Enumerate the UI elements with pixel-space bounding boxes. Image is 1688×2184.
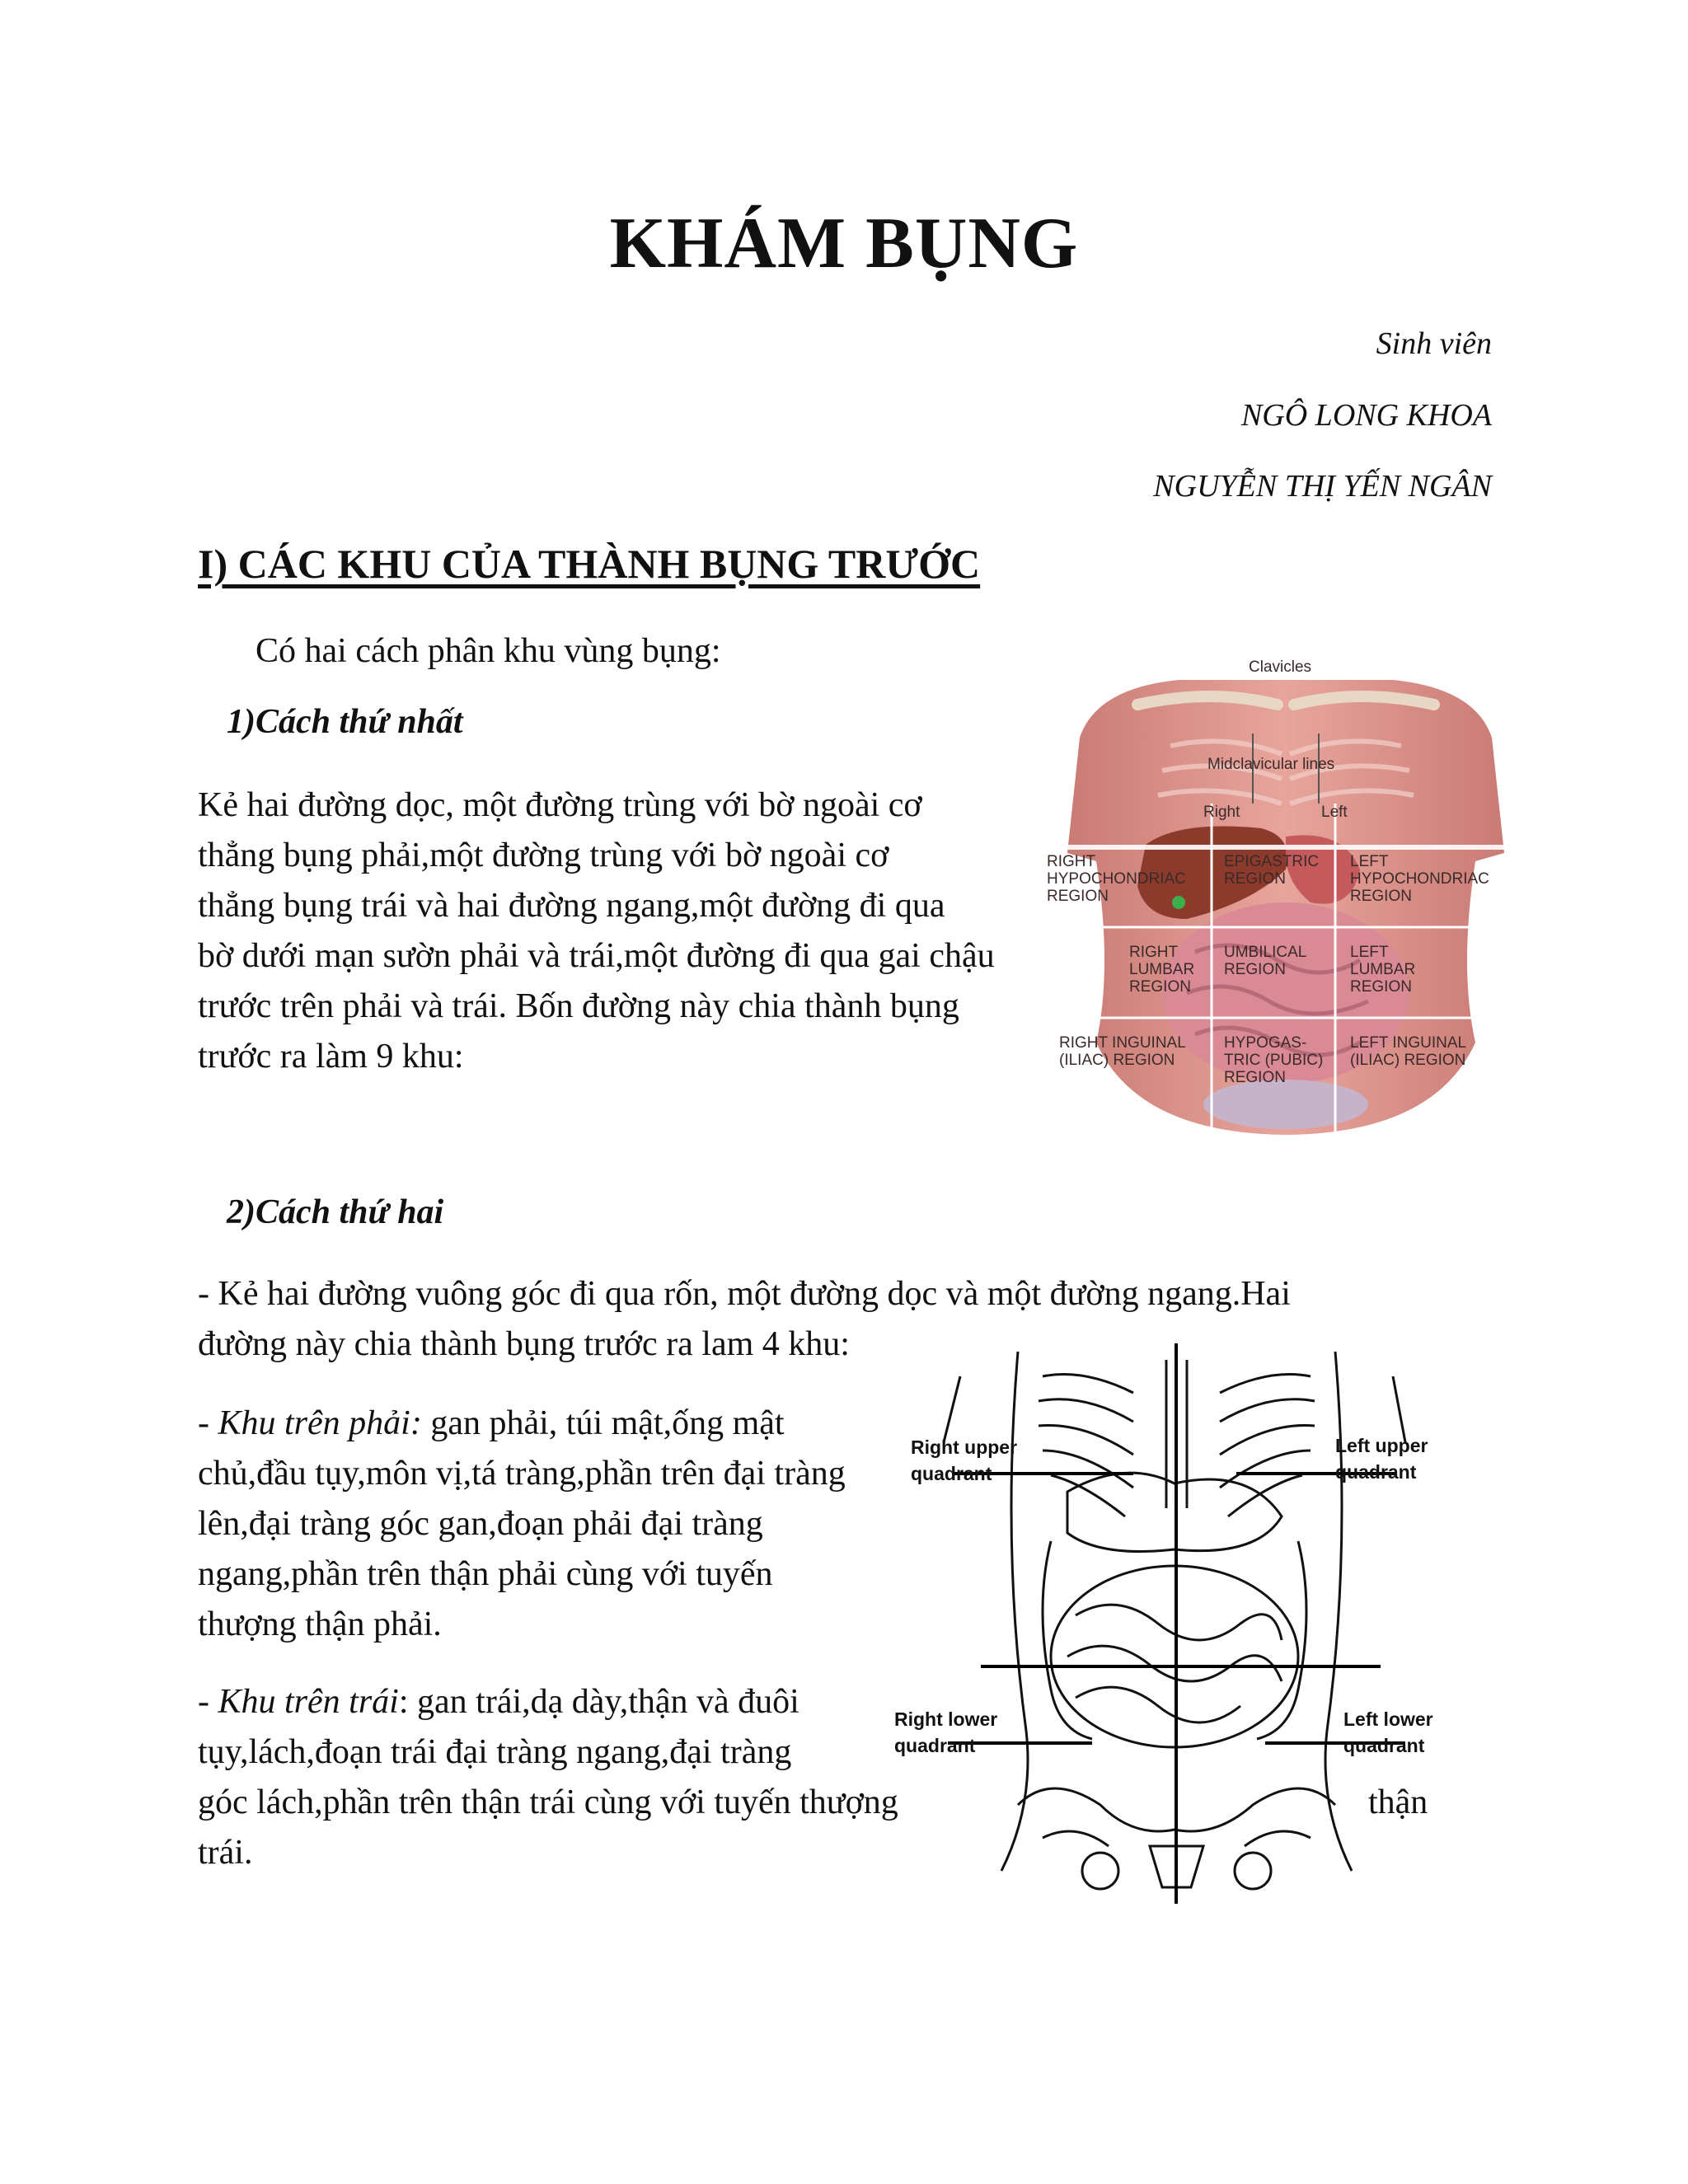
text-line: trước trên phải và trái. Bốn đường này chia thành bụng (198, 987, 959, 1025)
text-line: bờ dưới mạn sườn phải và trái,một đường đi qua gai chậu (198, 937, 995, 975)
section-heading: I) CÁC KHU CỦA THÀNH BỤNG TRƯỚC (198, 541, 981, 587)
text-line: đường này chia thành bụng trước ra lam 4 khu: (198, 1325, 850, 1363)
page-title: KHÁM BỤNG (609, 204, 1079, 284)
text-line: thẳng bụng trái và hai đường ngang,một đường đi qua (198, 887, 945, 925)
label-hypogastric: HYPOGAS- TRIC (PUBIC) REGION (1224, 1034, 1324, 1086)
label-right-upper-quadrant: Right upper quadrant (911, 1436, 1018, 1484)
upper-right-label: Khu trên phải: (218, 1404, 422, 1442)
text-line: trước ra làm 9 khu: (198, 1038, 464, 1076)
label-left-inguinal: LEFT INGUINAL (ILIAC) REGION (1350, 1034, 1467, 1069)
nine-regions-figure (1047, 655, 1525, 1135)
label-left-lumbar: LEFT LUMBAR REGION (1350, 944, 1416, 996)
text-line: trái. (198, 1834, 253, 1872)
text-line: góc lách,phần trên thận trái cùng với tuyến thượng (198, 1783, 898, 1821)
label-right-inguinal: RIGHT INGUINAL (ILIAC) REGION (1059, 1034, 1186, 1069)
label-midclavicular: Midclavicular lines (1207, 756, 1335, 773)
upper-left-paragraph: - Khu trên trái: gan trái,dạ dày,thận và đuôi tụy,lách,đoạn trái đại tràng ngang,đại tràng góc lách,phần trên thận trái cùng với tuyến thượng thận trái. (198, 1677, 1451, 1878)
upper-left-label: Khu trên trái (218, 1683, 399, 1721)
four-quadrants-figure (886, 1343, 1467, 1904)
label-right-hypochondriac: RIGHT HYPOCHONDRIAC REGION (1047, 853, 1186, 905)
method1-heading: 1)Cách thứ nhất (227, 703, 463, 741)
label-umbilical: UMBILICAL REGION (1224, 944, 1307, 978)
text-line: tụy,lách,đoạn trái đại tràng ngang,đại tràng (198, 1733, 792, 1771)
text-line: chủ,đầu tụy,môn vị,tá tràng,phần trên đại tràng (198, 1455, 846, 1493)
text-line: - Kẻ hai đường vuông góc đi qua rốn, một đường dọc và một đường ngang.Hai (198, 1275, 1291, 1313)
text-line: lên,đại tràng góc gan,đoạn phải đại tràng (198, 1505, 763, 1543)
text-line: thượng thận phải. (198, 1605, 442, 1643)
method1-paragraph (198, 780, 1088, 1082)
text-line: thẳng bụng phải,một đường trùng với bờ ngoài cơ (198, 837, 889, 874)
text-line: gan phải, túi mật,ống mật (421, 1404, 785, 1442)
text-line: thận (1368, 1783, 1428, 1821)
author-name-2: NGUYỄN THỊ YẾN NGÂN (1153, 469, 1492, 504)
label-left-upper-quadrant: Left upper quadrant (1335, 1435, 1428, 1483)
text-line: Kẻ hai đường dọc, một đường trùng với bờ ngoài cơ (198, 786, 922, 824)
text-line: : gan trái,dạ dày,thận và đuôi (398, 1683, 799, 1721)
label-epigastric: EPIGASTRIC REGION (1224, 853, 1320, 888)
method2-heading: 2)Cách thứ hai (227, 1193, 444, 1231)
label-right-lumbar: RIGHT LUMBAR REGION (1129, 944, 1195, 996)
label-left: Left (1321, 804, 1348, 821)
upper-right-paragraph: - Khu trên phải: gan phải, túi mật,ống mật chủ,đầu tụy,môn vị,tá tràng,phần trên đại tràng lên,đại tràng góc gan,đoạn phải đại tràng ngang,phần trên thận phải cùng với tuyến thượng thận phải. (198, 1399, 907, 1650)
label-left-hypochondriac: LEFT HYPOCHONDRIAC REGION (1350, 853, 1489, 905)
text-line: ngang,phần trên thận phải cùng với tuyến (198, 1555, 773, 1593)
intro-text: Có hai cách phân khu vùng bụng: (256, 632, 721, 670)
abdomen-line-drawing (886, 1343, 1467, 1904)
label-left-lower-quadrant: Left lower quadrant (1343, 1708, 1433, 1756)
label-right-lower-quadrant: Right lower quadrant (894, 1708, 998, 1756)
label-clavicles: Clavicles (1249, 658, 1312, 676)
author-label: Sinh viên (1376, 326, 1492, 361)
label-right: Right (1203, 804, 1240, 821)
author-name-1: NGÔ LONG KHOA (1240, 398, 1492, 433)
